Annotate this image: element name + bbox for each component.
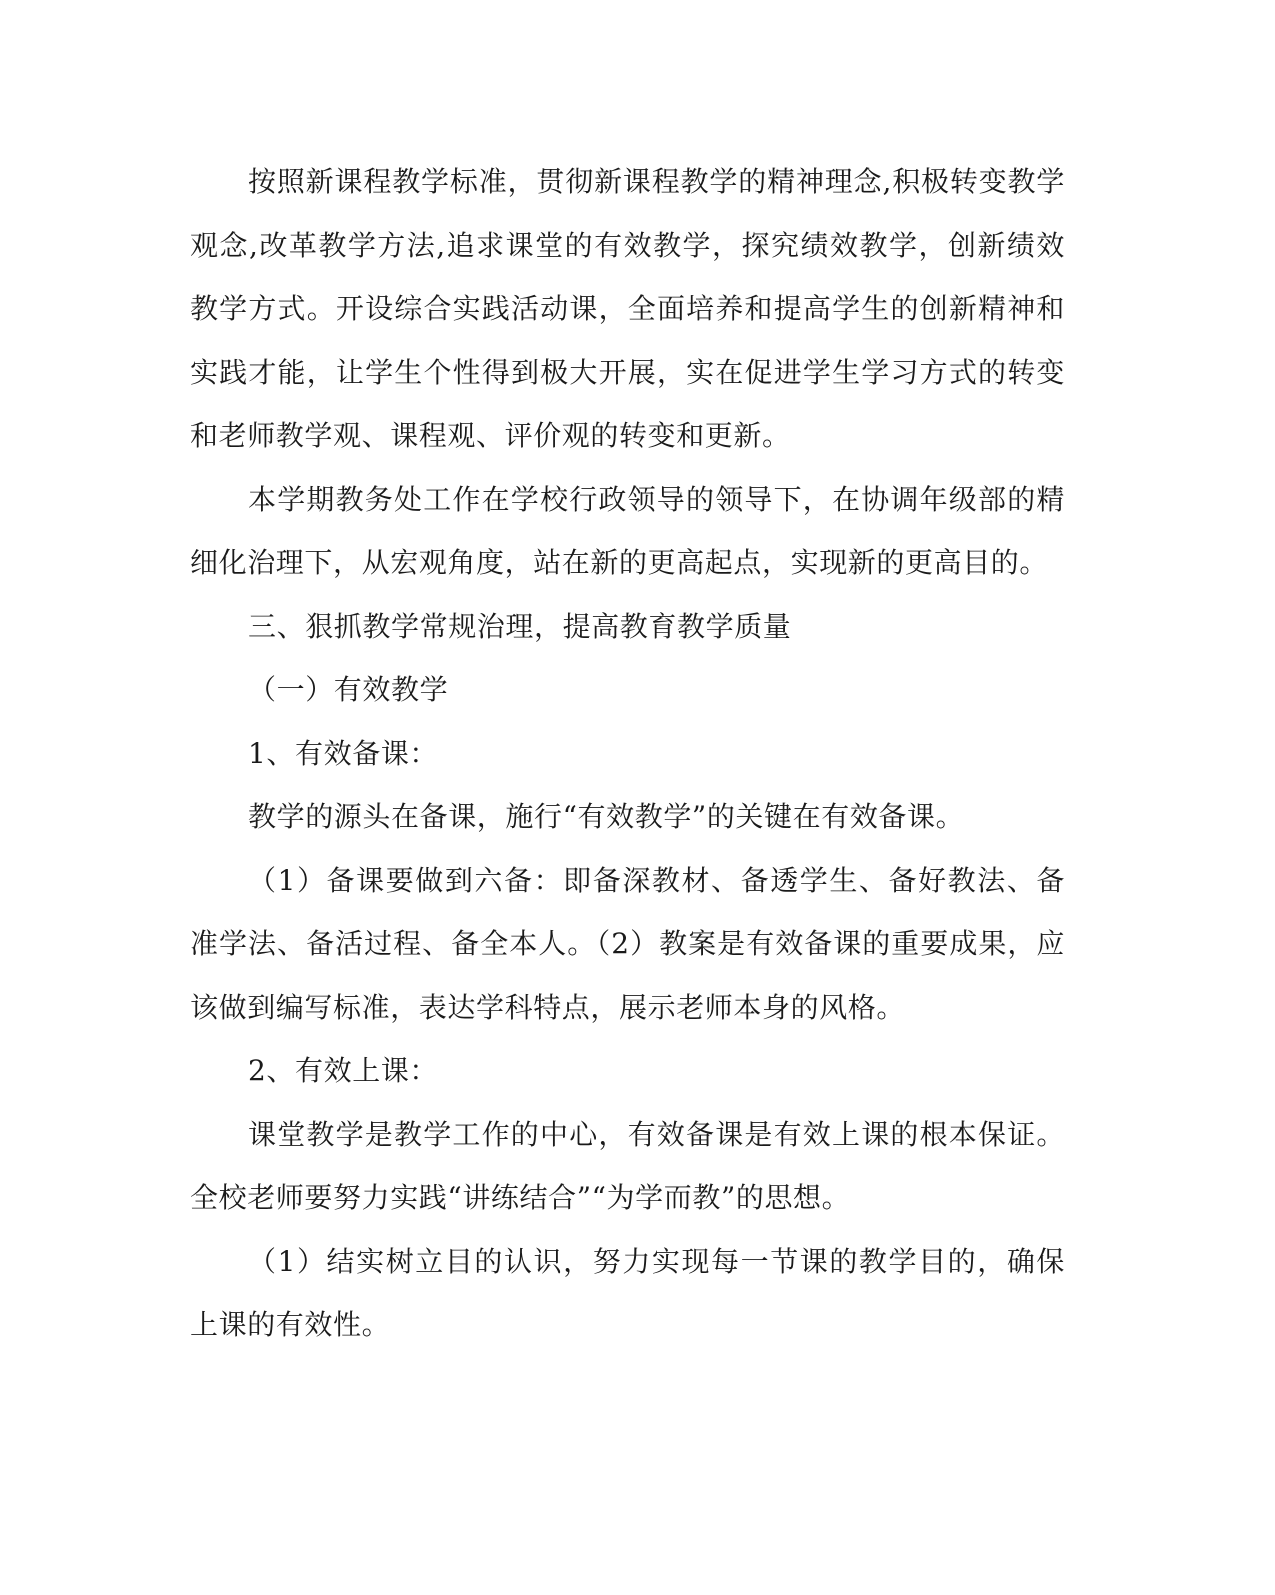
item-heading: 2、有效上课： — [248, 1054, 439, 1087]
document-body — [190, 150, 1065, 1357]
paragraph: 教学的源头在备课，施行“有效教学”的关键在有效备课。 — [248, 800, 965, 833]
paragraph: 课堂教学是教学工作的中心，有效备课是有效上课的根本保证。全校老师要努力实践“讲练结合”“为学而教”的思想。 — [190, 1117, 1065, 1214]
paragraph: （1）结实树立目的认识，努力实现每一节课的教学目的，确保上课的有效性。 — [190, 1244, 1065, 1341]
section-heading: 三、狠抓教学常规治理，提高教育教学质量 — [248, 609, 792, 643]
paragraph: 按照新课程教学标准，贯彻新课程教学的精神理念,积极转变教学观念,改革教学方法,追求课堂的有效教学，探究绩效教学，创新绩效教学方式。开设综合实践活动课，全面培养和提高学生的创新精神和实践才能，让学生个性得到极大开展，实在促进学生学习方式的转变和老师教学观、课程观、评价观的转变和更新。 — [190, 165, 1065, 452]
item-heading: 1、有效备课： — [248, 736, 439, 770]
paragraph: 本学期教务处工作在学校行政领导的领导下，在协调年级部的精细化治理下，从宏观角度，站在新的更高起点，实现新的更高目的。 — [190, 482, 1065, 579]
subsection-heading: （一）有效教学 — [248, 673, 449, 706]
paragraph: （1）备课要做到六备：即备深教材、备透学生、备好教法、备准学法、备活过程、备全本人。（2）教案是有效备课的重要成果，应该做到编写标准，表达学科特点，展示老师本身的风格。 — [190, 863, 1065, 1024]
